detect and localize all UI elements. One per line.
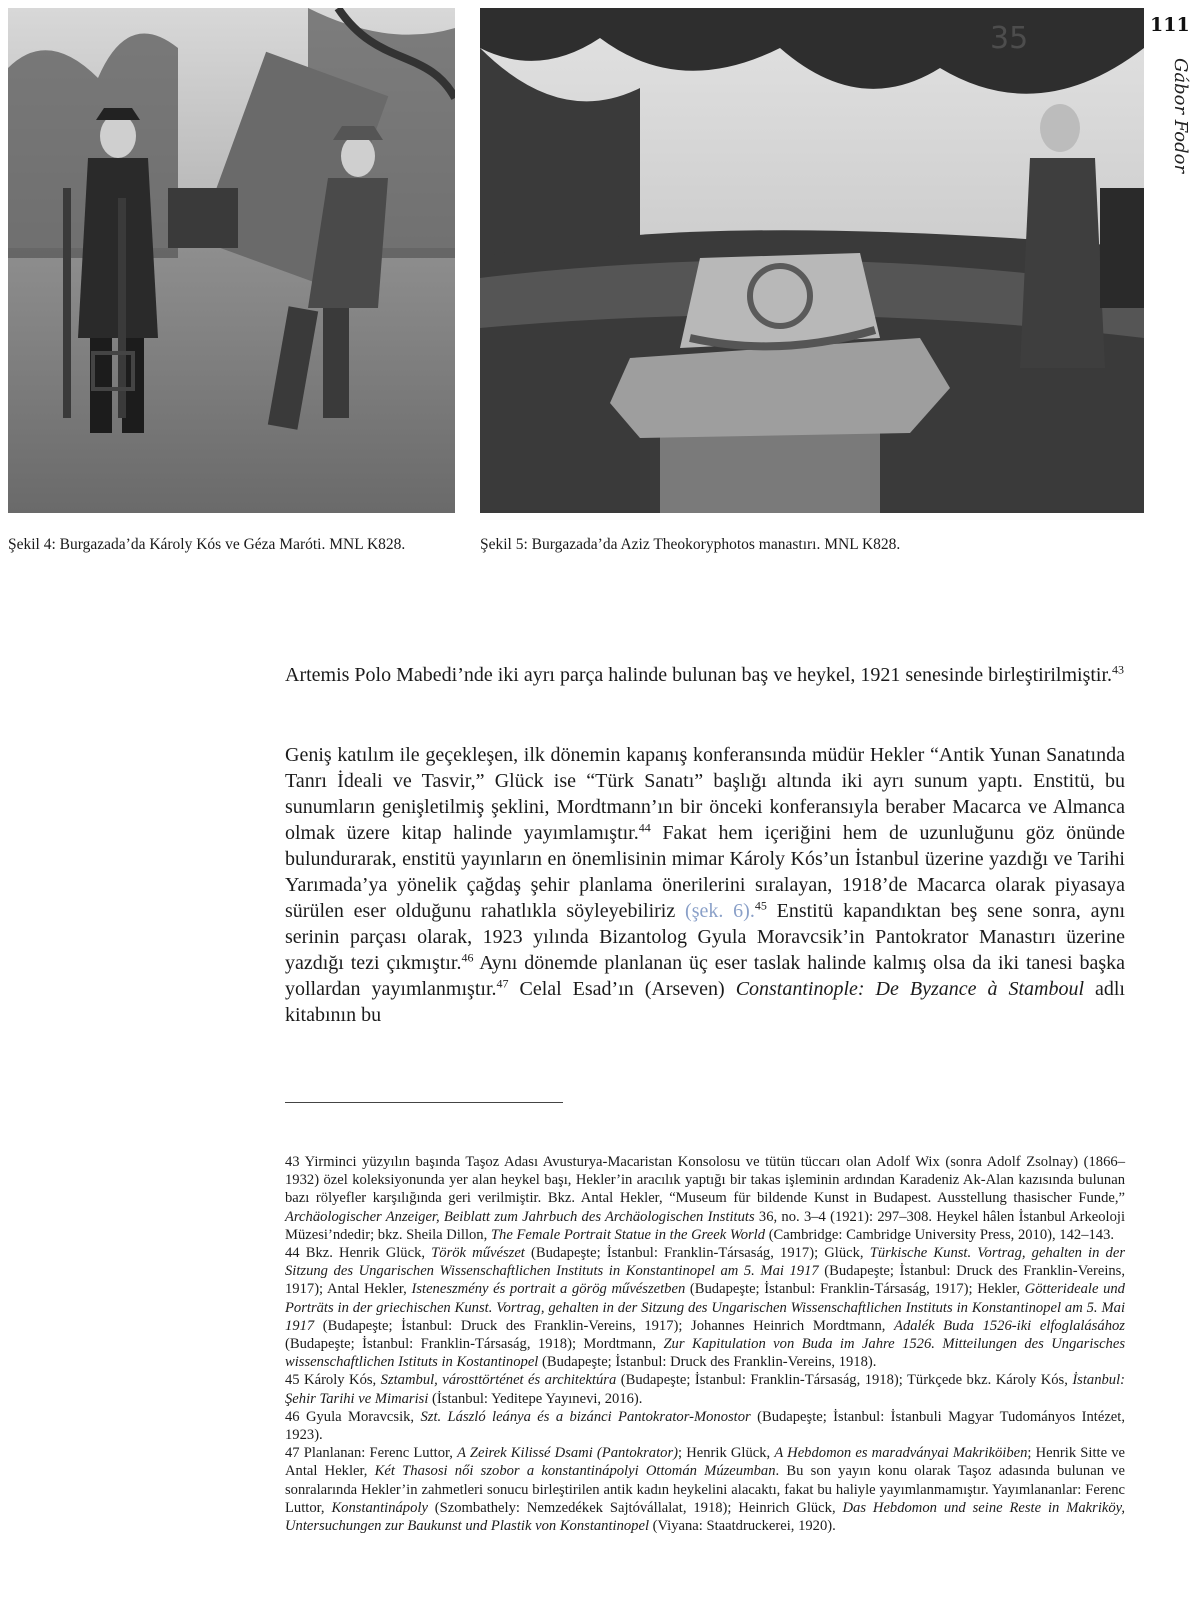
footnotes (285, 1153, 1125, 1535)
fn47-italic-3: Két Thasosi női szobor a konstantinápolyi Ottomán Múzeumban (374, 1463, 776, 1480)
photo-monastery-ruins-capital-icon (480, 8, 1144, 513)
fn47-text-5: (Szombathely: Nemzedékek Sajtóvállalat, 1918); Heinrich Glück, (427, 1499, 843, 1516)
figure-5-caption: Şekil 5: Burgazada’da Aziz Theokoryphotos manastırı. MNL K828. (480, 536, 901, 553)
footnote-ref-46[interactable]: 46 (461, 950, 474, 965)
footnote-45 (285, 1371, 1125, 1407)
footnote-ref-43[interactable]: 43 (1112, 662, 1125, 677)
fn45-text-2: (Budapeşte; İstanbul: Franklin-Társaság, 1918); Türkçede bkz. Károly Kós, (616, 1372, 1073, 1389)
fn47-text: 47 Planlanan: Ferenc Luttor, (285, 1445, 458, 1462)
fn47-text-4: . Bu son yayın konu olarak Taşoz adasında bulunan ve sonralarında Hekler’in zahmetleri sonucu birleştirilen antik kadın heykelini alacaktı, fakat bu haliyle yayımlanmamıştır. Yayımlananlar: Ferenc Luttor, (285, 1463, 1125, 1516)
figure-6-ref-link[interactable]: (şek. 6). (685, 900, 755, 922)
fn43-text: 43 Yirminci yüzyılın başında Taşoz Adası Avusturya-Macaristan Konsolosu ve tütün tüccarı olan Adolf Wix (sonra Adolf Zsolnay) (1866–1932) özel koleksiyonunda yer alan heykel başı, Hekler’in aracılık yaptığı bir takas işleminin ardından Karadeniz Ak-Alan kazısında bulunan bazı rölyefler karşılığında geri verilmiştir. Bkz. Antal Hekler, “Museum für bildende Kunst in Budapest. Ausstellung thasischer Funde,” (285, 1154, 1125, 1207)
handwritten-mark: 35 (990, 21, 1029, 56)
fn47-italic-5: Das Hebdomon und seine Reste in Makriköy, Untersuchungen zur Baukunst und Plastik von Konstantinopel (285, 1499, 1125, 1535)
footnote-47 (285, 1444, 1125, 1535)
fn45-text-3: (İstanbul: Yeditepe Yayınevi, 2016). (428, 1390, 643, 1407)
fn44-text-6: (Budapeşte; İstanbul: Franklin-Társaság, 1918); Mordtmann, (285, 1336, 664, 1353)
fn44-text-3: (Budapeşte; İstanbul: Druck des Franklin-Vereins, 1917); Antal Hekler, (285, 1263, 1125, 1298)
fn43-text-2: 36, no. 3–4 (1921): 297–308. Heykel hâlen İstanbul Arkeoloji Müzesi’ndedir; bkz. Sheila Dillon, (285, 1208, 1125, 1243)
fn47-italic-4: Konstantinápoly (331, 1499, 428, 1516)
figure-5-photo (480, 8, 1144, 513)
figure-4-photo (8, 8, 455, 513)
fn44-italic-2: Türkische Kunst. Vortrag, gehalten in der Sitzung des Ungarischen Wissenschaftlichen Instituts in Konstantinopel am 5. Mai 1917 (285, 1245, 1125, 1280)
body-paragraph-1 (285, 662, 1125, 688)
body-paragraph-2 (285, 742, 1125, 1028)
fn44-italic-4: Götterideale und Porträts in der griechischen Kunst. Vortrag, gehalten in der Sitzung des Ungarischen Wissenschaftlichen Instituts in Konstantinopel am 5. Mai 1917 (285, 1281, 1125, 1334)
fn43-italic-2: The Female Portrait Statue in the Greek World (490, 1226, 766, 1243)
fn47-italic-2: A Hebdomon es maradványai Makriköiben (774, 1445, 1028, 1462)
fn44-italic-6: Zur Kapitulation von Buda im Jahre 1526. Mitteilungen des Ungarisches wissenschaftlichen Istituts in Kostantinopel (285, 1336, 1126, 1371)
fn47-italic-1: A Zeirek Kilissé Dsami (Pantokrator) (457, 1445, 678, 1462)
fn45-text: 45 Károly Kós, (285, 1372, 381, 1389)
fn45-italic-1: Sztambul, városttörténet és architektúra (380, 1372, 617, 1389)
para2-book-title: Constantinople: De Byzance à Stamboul (735, 978, 1085, 1000)
fn43-text-3: (Cambridge: Cambridge University Press, 2010), 142–143. (765, 1226, 1115, 1243)
fn44-text-4: (Budapeşte; İstanbul: Franklin-Társaság, 1917); Hekler, (685, 1281, 1025, 1298)
footnote-ref-45[interactable]: 45 (754, 898, 767, 913)
footnote-43 (285, 1153, 1125, 1244)
fn44-text: 44 Bkz. Henrik Glück, (285, 1245, 432, 1262)
footnote-44 (285, 1244, 1125, 1371)
photo-two-men-with-furniture-icon (8, 8, 455, 513)
fn47-text-2: ; Henrik Glück, (678, 1445, 775, 1462)
fn47-text-6: (Viyana: Staatdruckerei, 1920). (649, 1518, 836, 1535)
fn44-text-2: (Budapeşte; İstanbul: Franklin-Társaság, 1917); Glück, (524, 1245, 870, 1262)
para2-text-1: Geniş katılım ile geçekleşen, ilk dönemin kapanış konferansında müdür Hekler “Antik Yunan Sanatında Tanrı İdeali ve Tasvir,” Glück ise “Türk Sanatı” başlığı altında iki ayrı sunum yaptı. Enstitü, bu sunumların genişletilmiş şeklini, Mordtmann’ın bir önceki konferansıyla beraber Macarca ve Almanca olmak üzere kitap halinde yayımlamıştır. (285, 744, 1125, 844)
fn46-italic-1: Szt. László leánya és a bizánci Pantokrator-Monostor (420, 1408, 751, 1425)
fn46-text: 46 Gyula Moravcsik, (285, 1408, 421, 1425)
para2-text-5: Celal Esad’ın (Arseven) (508, 978, 736, 1000)
footnote-divider (285, 1102, 563, 1103)
para1-text: Artemis Polo Mabedi’nde iki ayrı parça halinde bulunan baş ve heykel, 1921 senesinde birleştirilmiştir. (285, 664, 1113, 686)
para2-text-2: Fakat hem içeriğini hem de uzunluğunu göz önünde bulundurarak, enstitü yayınların en önemlisinin mimar Károly Kós’un İstanbul üzerine yazdığı ve Tarihi Yarımada’ya yönelik çağdaş şehir planlama önerilerini sıralayan, 1918’de Macarca olarak piyasaya sürülen eser olduğunu rahatlıkla söyleyebiliriz (285, 822, 1125, 922)
figure-4-caption: Şekil 4: Burgazada’da Károly Kós ve Géza Maróti. MNL K828. (8, 536, 406, 553)
fn44-italic-1: Török művészet (431, 1245, 525, 1262)
para2-text-3: Enstitü kapandıktan beş sene sonra, aynı serinin parçası olarak, 1923 yılında Bizantolog Gyula Moravcsik’in Pantokrator Manastırı üzerine yazdığı tezi çıkmıştır. (285, 900, 1126, 974)
fn43-italic-1: Archäologischer Anzeiger, Beiblatt zum Jahrbuch des Archäologischen Instituts (285, 1208, 755, 1225)
fn45-italic-2: İstanbul: Şehir Tarihi ve Mimarisi (285, 1372, 1126, 1407)
fn44-text-7: (Budapeşte; İstanbul: Druck des Franklin-Vereins, 1918). (538, 1354, 877, 1371)
fn44-italic-3: Isteneszmény és portrait a görög művészetben (411, 1281, 686, 1298)
fn47-text-3: ; Henrik Sitte ve Antal Hekler, (285, 1445, 1125, 1480)
fn44-text-5: (Budapeşte; İstanbul: Druck des Franklin-Vereins, 1917); Johannes Heinrich Mordtmann, (314, 1317, 895, 1334)
running-author: Gábor Fodor (1170, 58, 1191, 174)
fn46-text-2: (Budapeşte; İstanbul: İstanbuli Magyar Tudományos Intézet, 1923). (285, 1408, 1125, 1444)
footnote-ref-47[interactable]: 47 (496, 976, 509, 991)
fn44-italic-5: Adalék Buda 1526-iki elfoglalásához (894, 1317, 1125, 1334)
footnote-ref-44[interactable]: 44 (638, 820, 651, 835)
page-number: 111 (1150, 14, 1190, 36)
footnote-46 (285, 1408, 1125, 1444)
para2-text-4: Aynı dönemde planlanan üç eser taslak halinde kalmış olsa da iki tanesi başka yollardan yayımlanmıştır. (285, 952, 1126, 1000)
para2-text-6: adlı kitabının bu (285, 978, 1125, 1026)
